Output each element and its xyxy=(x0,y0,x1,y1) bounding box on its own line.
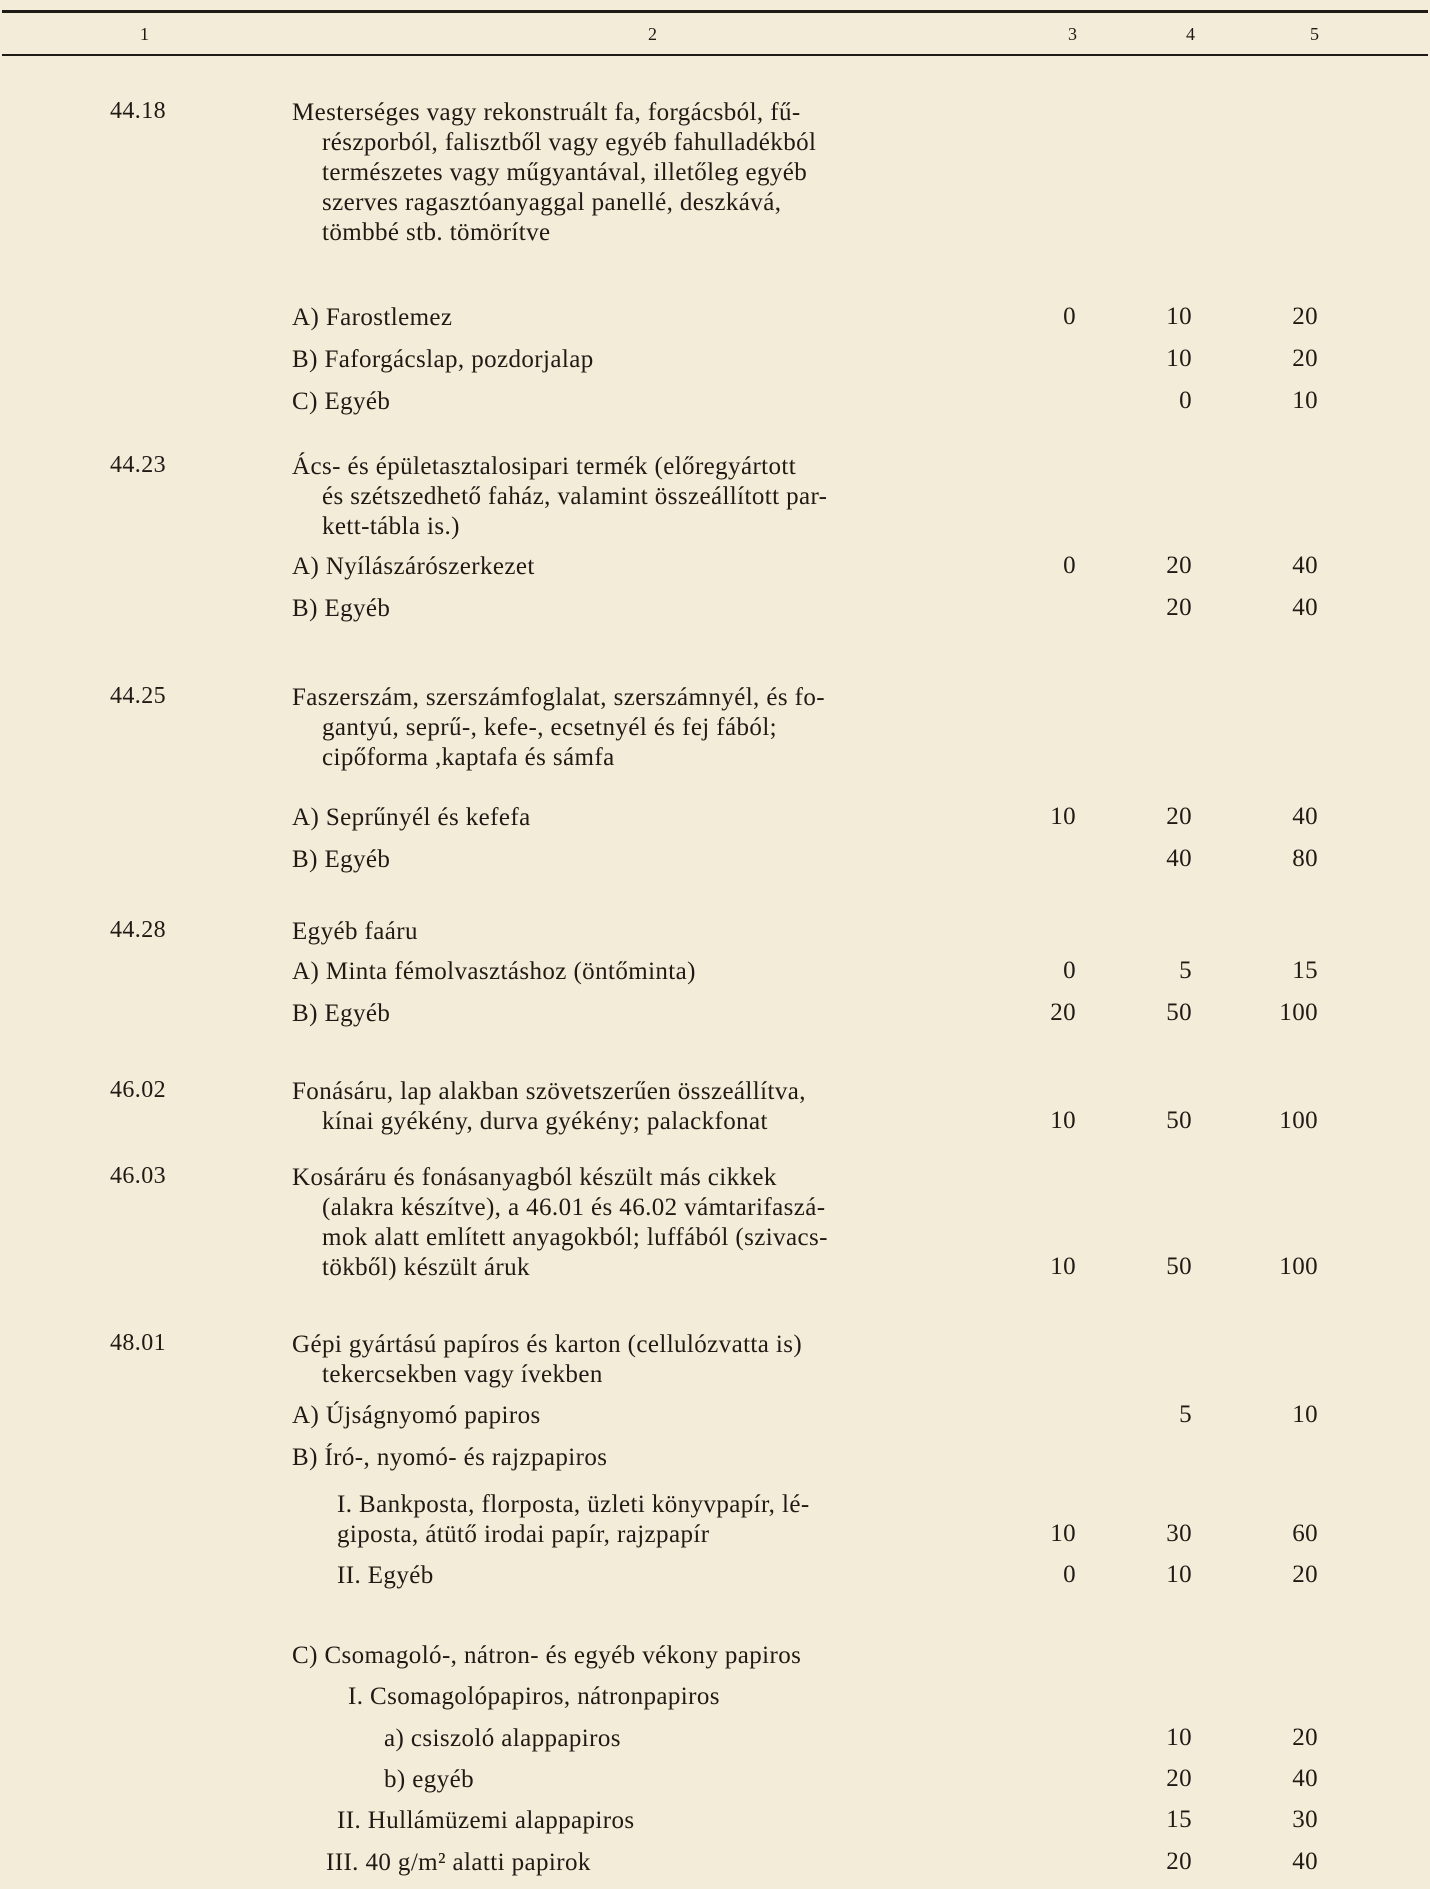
description-line: A) Farostlemez xyxy=(292,304,453,331)
rate-column-3: 10 xyxy=(1050,1107,1076,1134)
description-line: II. Egyéb xyxy=(337,1562,434,1589)
description-line: I. Csomagolópapiros, nátronpapiros xyxy=(348,1683,720,1710)
rate-column-5: 20 xyxy=(1292,1561,1318,1588)
rate-column-5: 40 xyxy=(1292,552,1318,579)
rate-column-4: 15 xyxy=(1166,1806,1192,1833)
description-line: tömbbé stb. tömörítve xyxy=(322,219,551,246)
rate-column-4: 20 xyxy=(1166,803,1192,830)
tariff-code: 44.23 xyxy=(110,452,166,478)
rate-column-4: 50 xyxy=(1166,1107,1192,1134)
rate-column-5: 100 xyxy=(1279,1253,1318,1280)
tariff-code: 44.28 xyxy=(110,917,166,943)
rate-column-3: 0 xyxy=(1063,303,1076,330)
item-description xyxy=(337,1806,972,1836)
item-description xyxy=(292,957,972,987)
rate-column-5: 20 xyxy=(1292,1724,1318,1751)
item-description xyxy=(292,387,972,417)
rate-column-5: 20 xyxy=(1292,345,1318,372)
rate-column-4: 20 xyxy=(1166,1848,1192,1875)
rate-column-3: 10 xyxy=(1050,1520,1076,1547)
item-description xyxy=(292,845,972,875)
rate-column-4: 0 xyxy=(1179,387,1192,414)
description-line: C) Egyéb xyxy=(292,388,391,415)
description-line: I. Bankposta, florposta, üzleti könyvpapír, lé- xyxy=(337,1491,810,1518)
item-description xyxy=(292,303,972,333)
item-description xyxy=(292,98,972,248)
tariff-code: 46.02 xyxy=(110,1077,166,1103)
description-line: tökből) készült áruk xyxy=(322,1254,530,1281)
rate-column-5: 80 xyxy=(1292,845,1318,872)
tariff-code: 48.01 xyxy=(110,1330,166,1356)
item-description xyxy=(337,1490,972,1550)
description-line: A) Minta fémolvasztáshoz (öntőminta) xyxy=(292,958,696,985)
item-description xyxy=(292,999,972,1029)
description-line: (alakra készítve), a 46.01 és 46.02 vámtarifaszá- xyxy=(322,1194,826,1221)
tariff-code: 44.18 xyxy=(110,98,166,124)
rate-column-4: 10 xyxy=(1166,1724,1192,1751)
rate-column-4: 20 xyxy=(1166,552,1192,579)
item-description xyxy=(337,1561,972,1591)
description-line: A) Seprűnyél és kefefa xyxy=(292,804,531,831)
rate-column-4: 30 xyxy=(1166,1520,1192,1547)
item-description xyxy=(326,1848,972,1878)
description-line: kett-tábla is.) xyxy=(322,513,460,540)
description-line: B) Egyéb xyxy=(292,1000,391,1027)
description-line: részporból, falisztből vagy egyéb fahulladékból xyxy=(322,129,817,156)
rate-column-5: 40 xyxy=(1292,1765,1318,1792)
description-line: A) Újságnyomó papiros xyxy=(292,1402,541,1429)
column-header-2: 2 xyxy=(648,24,657,44)
item-description xyxy=(292,594,972,624)
description-line: a) csiszoló alappapiros xyxy=(384,1725,621,1752)
item-description xyxy=(292,803,972,833)
item-description xyxy=(292,1163,972,1283)
description-line: C) Csomagoló-, nátron- és egyéb vékony papiros xyxy=(292,1642,802,1669)
column-header-4: 4 xyxy=(1186,24,1195,44)
description-line: Gépi gyártású papíros és karton (cellulózvatta is) xyxy=(292,1331,803,1358)
item-description xyxy=(292,1401,972,1431)
rate-column-3: 10 xyxy=(1050,1253,1076,1280)
item-description xyxy=(292,452,972,542)
description-line: B) Egyéb xyxy=(292,846,391,873)
rate-column-4: 20 xyxy=(1166,1765,1192,1792)
description-line: B) Faforgácslap, pozdorjalap xyxy=(292,346,594,373)
rate-column-4: 10 xyxy=(1166,1561,1192,1588)
description-line: B) Egyéb xyxy=(292,595,391,622)
item-description xyxy=(348,1682,972,1712)
rate-column-5: 10 xyxy=(1292,1401,1318,1428)
description-line: III. 40 g/m² alatti papirok xyxy=(326,1849,591,1876)
item-description xyxy=(384,1765,972,1795)
rate-column-4: 50 xyxy=(1166,999,1192,1026)
description-line: A) Nyílászárószerkezet xyxy=(292,553,535,580)
description-line: tekercsekben vagy ívekben xyxy=(322,1361,603,1388)
rate-column-4: 10 xyxy=(1166,303,1192,330)
rate-column-3: 0 xyxy=(1063,957,1076,984)
description-line: Ács- és épületasztalosipari termék (előregyártott xyxy=(292,453,797,480)
tariff-code: 44.25 xyxy=(110,683,166,709)
description-line: kínai gyékény, durva gyékény; palackfonat xyxy=(322,1108,768,1135)
rate-column-3: 20 xyxy=(1050,999,1076,1026)
description-line: giposta, átütő irodai papír, rajzpapír xyxy=(337,1521,710,1548)
description-line: mok alatt említett anyagokból; luffából (szivacs- xyxy=(322,1224,828,1251)
item-description xyxy=(292,917,972,947)
header-top-rule xyxy=(2,10,1428,13)
rate-column-4: 50 xyxy=(1166,1253,1192,1280)
rate-column-5: 40 xyxy=(1292,594,1318,621)
rate-column-4: 20 xyxy=(1166,594,1192,621)
item-description xyxy=(292,1330,972,1390)
rate-column-3: 10 xyxy=(1050,803,1076,830)
rate-column-5: 40 xyxy=(1292,803,1318,830)
column-header-5: 5 xyxy=(1310,24,1319,44)
rate-column-5: 20 xyxy=(1292,303,1318,330)
column-header-1: 1 xyxy=(140,24,149,44)
item-description xyxy=(384,1724,972,1754)
description-line: Egyéb faáru xyxy=(292,918,418,945)
rate-column-3: 0 xyxy=(1063,552,1076,579)
item-description xyxy=(292,683,972,773)
rate-column-4: 40 xyxy=(1166,845,1192,872)
description-line: és szétszedhető faház, valamint összeállított par- xyxy=(322,483,828,510)
description-line: természetes vagy műgyantával, illetőleg egyéb xyxy=(322,159,808,186)
rate-column-5: 10 xyxy=(1292,387,1318,414)
header-bottom-rule xyxy=(2,54,1428,56)
description-line: B) Író-, nyomó- és rajzpapiros xyxy=(292,1444,608,1471)
description-line: szerves ragasztóanyaggal panellé, deszkává, xyxy=(322,189,782,216)
description-line: Kosáráru és fonásanyagból készült más cikkek xyxy=(292,1164,777,1191)
rate-column-5: 40 xyxy=(1292,1848,1318,1875)
rate-column-4: 10 xyxy=(1166,345,1192,372)
item-description xyxy=(292,1641,972,1671)
description-line: cipőforma ,kaptafa és sámfa xyxy=(322,744,615,771)
description-line: Fonásáru, lap alakban szövetszerűen összeállítva, xyxy=(292,1078,806,1105)
rate-column-5: 60 xyxy=(1292,1520,1318,1547)
rate-column-5: 30 xyxy=(1292,1806,1318,1833)
description-line: b) egyéb xyxy=(384,1766,474,1793)
column-header-3: 3 xyxy=(1068,24,1077,44)
description-line: Faszerszám, szerszámfoglalat, szerszámnyél, és fo- xyxy=(292,684,825,711)
rate-column-3: 0 xyxy=(1063,1561,1076,1588)
item-description xyxy=(292,1443,972,1473)
description-line: gantyú, seprű-, kefe-, ecsetnyél és fej fából; xyxy=(322,714,778,741)
description-line: II. Hullámüzemi alappapiros xyxy=(337,1807,635,1834)
item-description xyxy=(292,552,972,582)
rate-column-5: 100 xyxy=(1279,999,1318,1026)
item-description xyxy=(292,1077,972,1137)
item-description xyxy=(292,345,972,375)
rate-column-4: 5 xyxy=(1179,1401,1192,1428)
rate-column-5: 15 xyxy=(1292,957,1318,984)
description-line: Mesterséges vagy rekonstruált fa, forgácsból, fű- xyxy=(292,99,801,126)
rate-column-5: 100 xyxy=(1279,1107,1318,1134)
rate-column-4: 5 xyxy=(1179,957,1192,984)
tariff-code: 46.03 xyxy=(110,1163,166,1189)
